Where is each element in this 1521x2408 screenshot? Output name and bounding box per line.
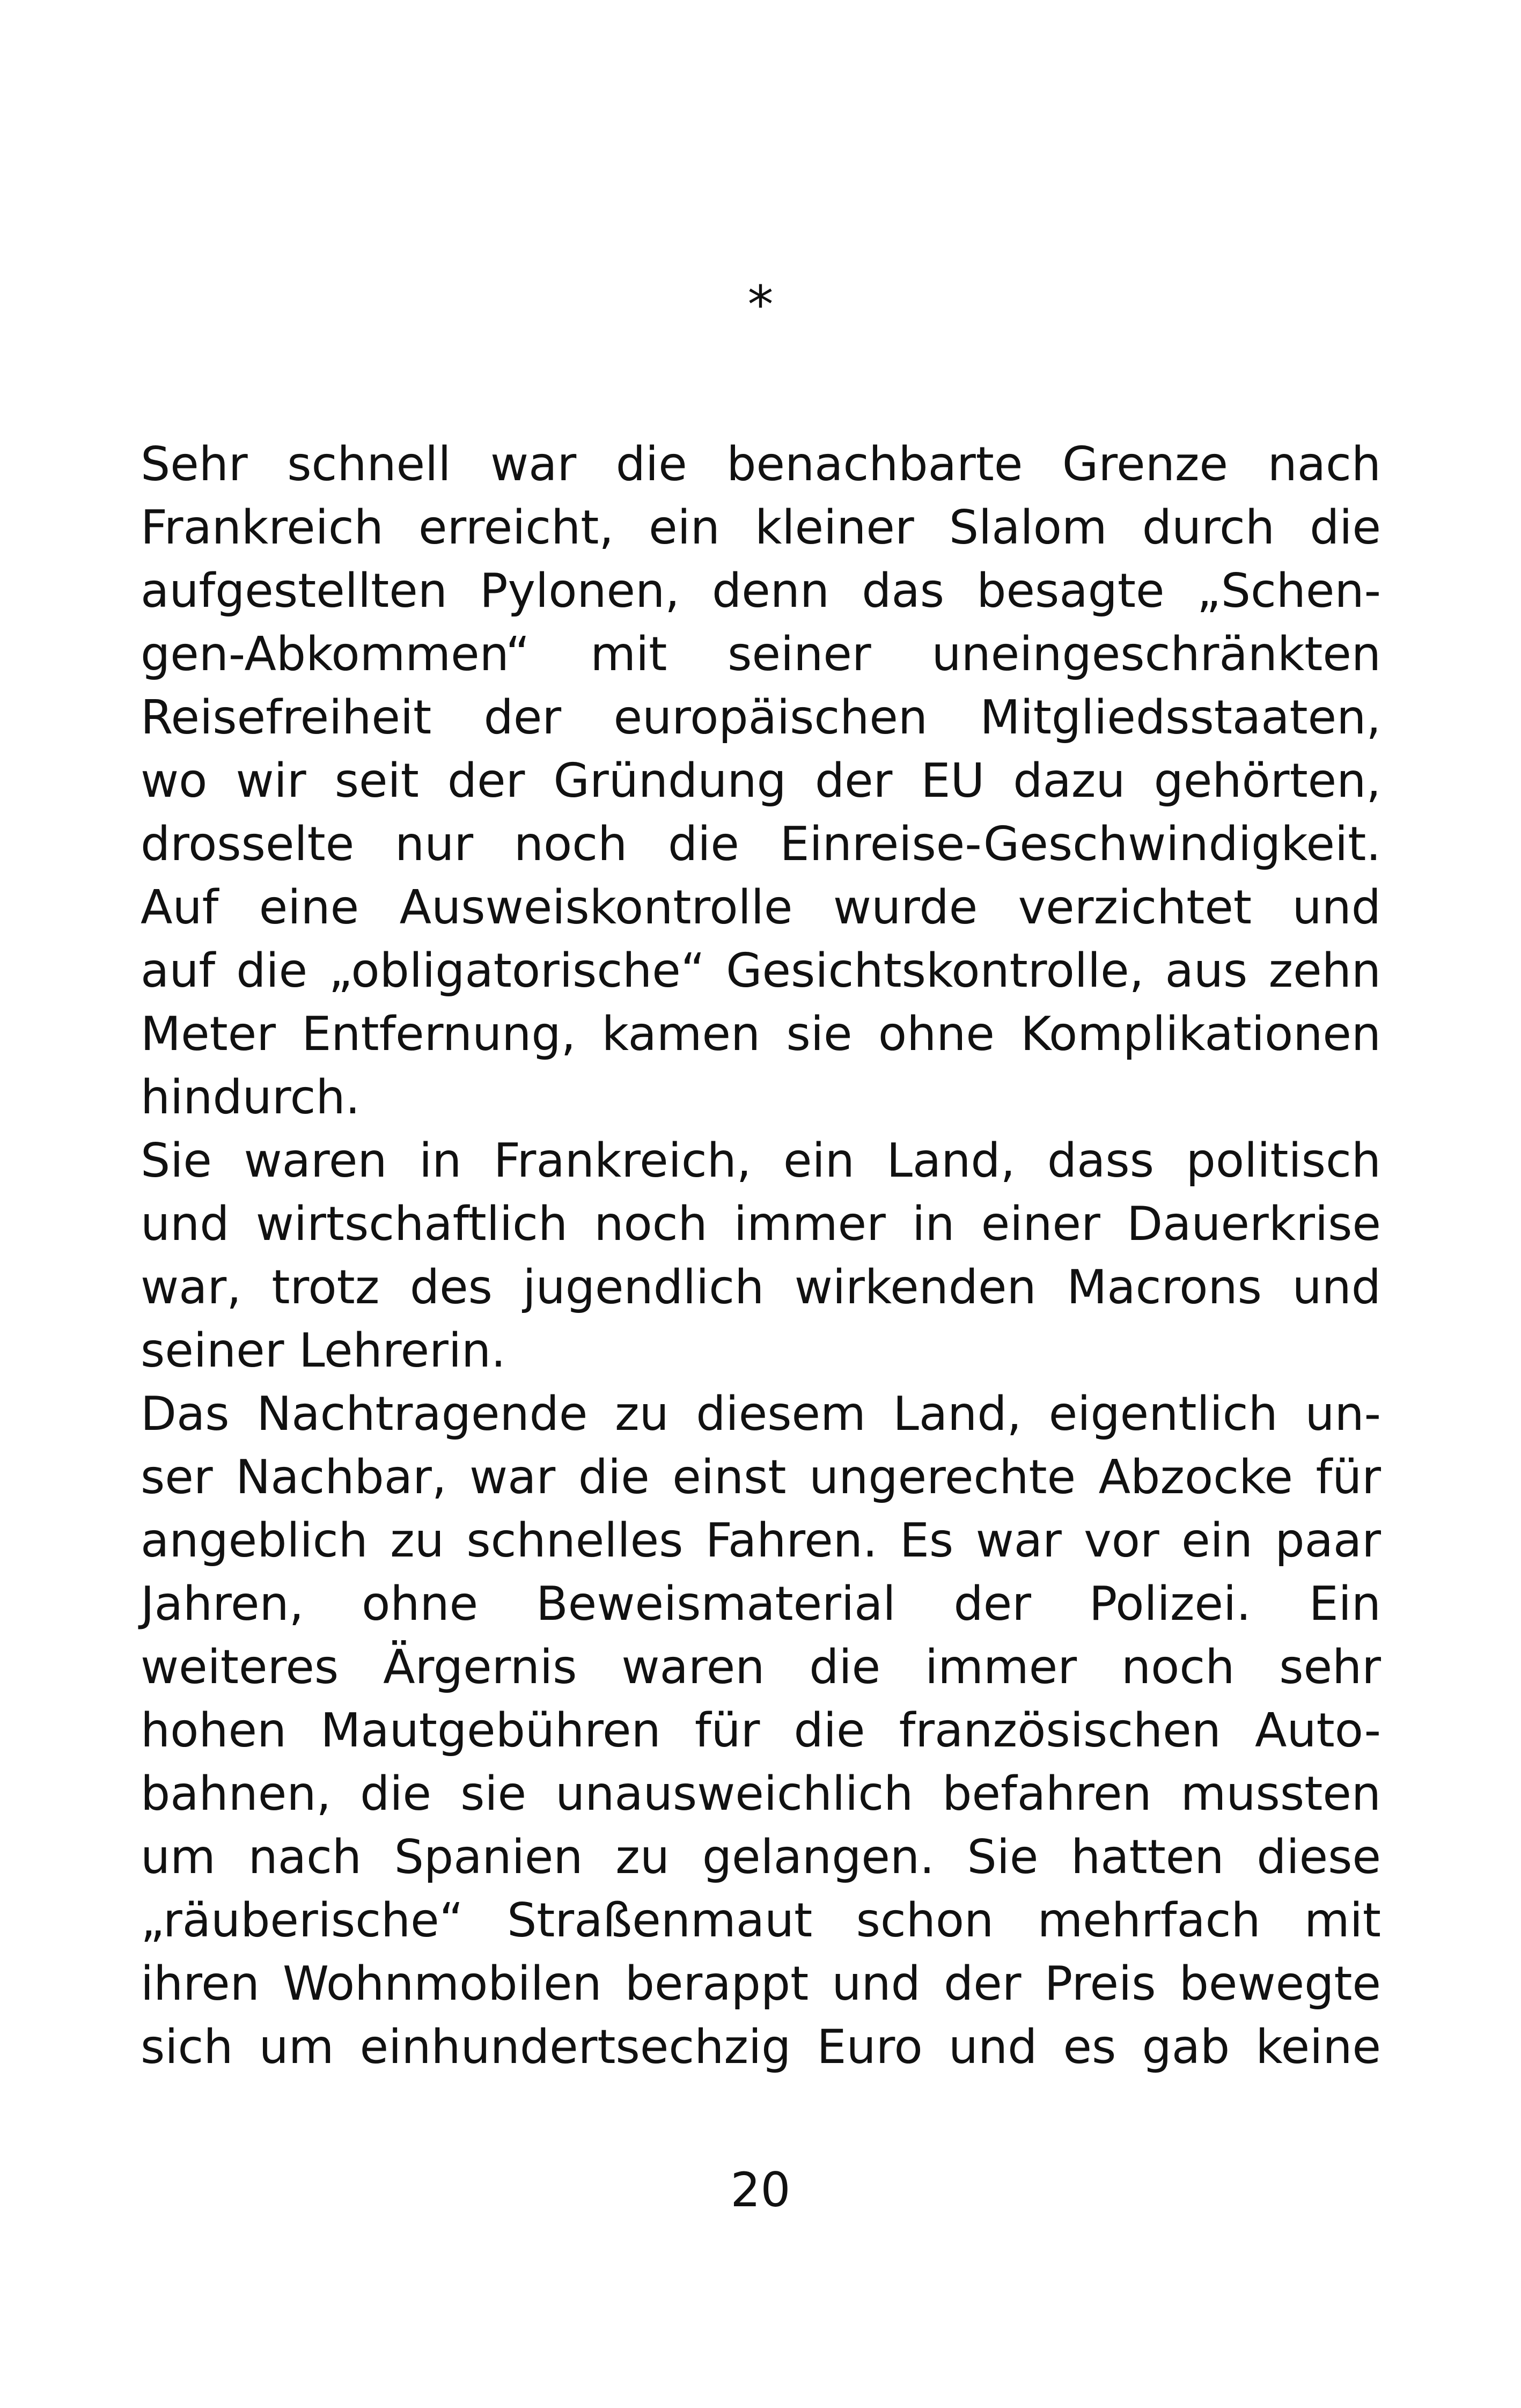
paragraph-1 — [141, 432, 1381, 1129]
text-line: wo wir seit der Gründung der EU dazu gehörten, — [141, 753, 1381, 808]
text-line: angeblich zu schnelles Fahren. Es war vor ein paar — [141, 1513, 1381, 1568]
text-line: hohen Mautgebühren für die französischen Auto- — [141, 1703, 1381, 1758]
text-line: sich um einhundertsechzig Euro und es gab keine — [141, 2020, 1381, 2074]
text-line: Reisefreiheit der europäischen Mitgliedsstaaten, — [141, 690, 1381, 745]
text-line: hindurch. — [141, 1070, 361, 1125]
text-line: Sehr schnell war die benachbarte Grenze nach — [141, 437, 1381, 491]
text-line: drosselte nur noch die Einreise-Geschwindigkeit. — [141, 817, 1381, 871]
paragraph-3 — [141, 1382, 1381, 2079]
text-line: gen-Abkommen“ mit seiner uneingeschränkten — [141, 627, 1381, 681]
text-line: Meter Entfernung, kamen sie ohne Komplikationen — [141, 1007, 1381, 1061]
body-text — [141, 432, 1381, 2079]
text-line: war, trotz des jugendlich wirkenden Macrons und — [141, 1260, 1381, 1315]
text-line: Jahren, ohne Beweismaterial der Polizei. Ein — [141, 1576, 1381, 1631]
text-line: aufgestellten Pylonen, denn das besagte „Schen- — [141, 563, 1381, 618]
text-line: auf die „obligatorische“ Gesichtskontrolle, aus zehn — [141, 943, 1381, 998]
text-line: Sie waren in Frankreich, ein Land, dass politisch — [141, 1133, 1381, 1188]
text-line: „räuberische“ Straßenmaut schon mehrfach mit — [141, 1893, 1381, 1948]
text-line: und wirtschaftlich noch immer in einer Dauerkrise — [141, 1196, 1381, 1251]
text-line: Auf eine Ausweiskontrolle wurde verzichtet und — [141, 880, 1381, 935]
section-separator: * — [747, 275, 774, 335]
text-line: bahnen, die sie unausweichlich befahren mussten — [141, 1766, 1381, 1821]
text-line: Das Nachtragende zu diesem Land, eigentlich un- — [141, 1386, 1381, 1441]
paragraph-2 — [141, 1129, 1381, 1382]
text-line: Frankreich erreicht, ein kleiner Slalom durch die — [141, 500, 1381, 555]
text-line: weiteres Ärgernis waren die immer noch sehr — [141, 1640, 1381, 1694]
text-line: um nach Spanien zu gelangen. Sie hatten diese — [141, 1830, 1381, 1884]
text-line: ihren Wohnmobilen berappt und der Preis bewegte — [141, 1956, 1381, 2011]
text-line: ser Nachbar, war die einst ungerechte Abzocke für — [141, 1450, 1381, 1504]
page-number: 20 — [730, 2162, 791, 2218]
text-line: seiner Lehrerin. — [141, 1323, 506, 1378]
